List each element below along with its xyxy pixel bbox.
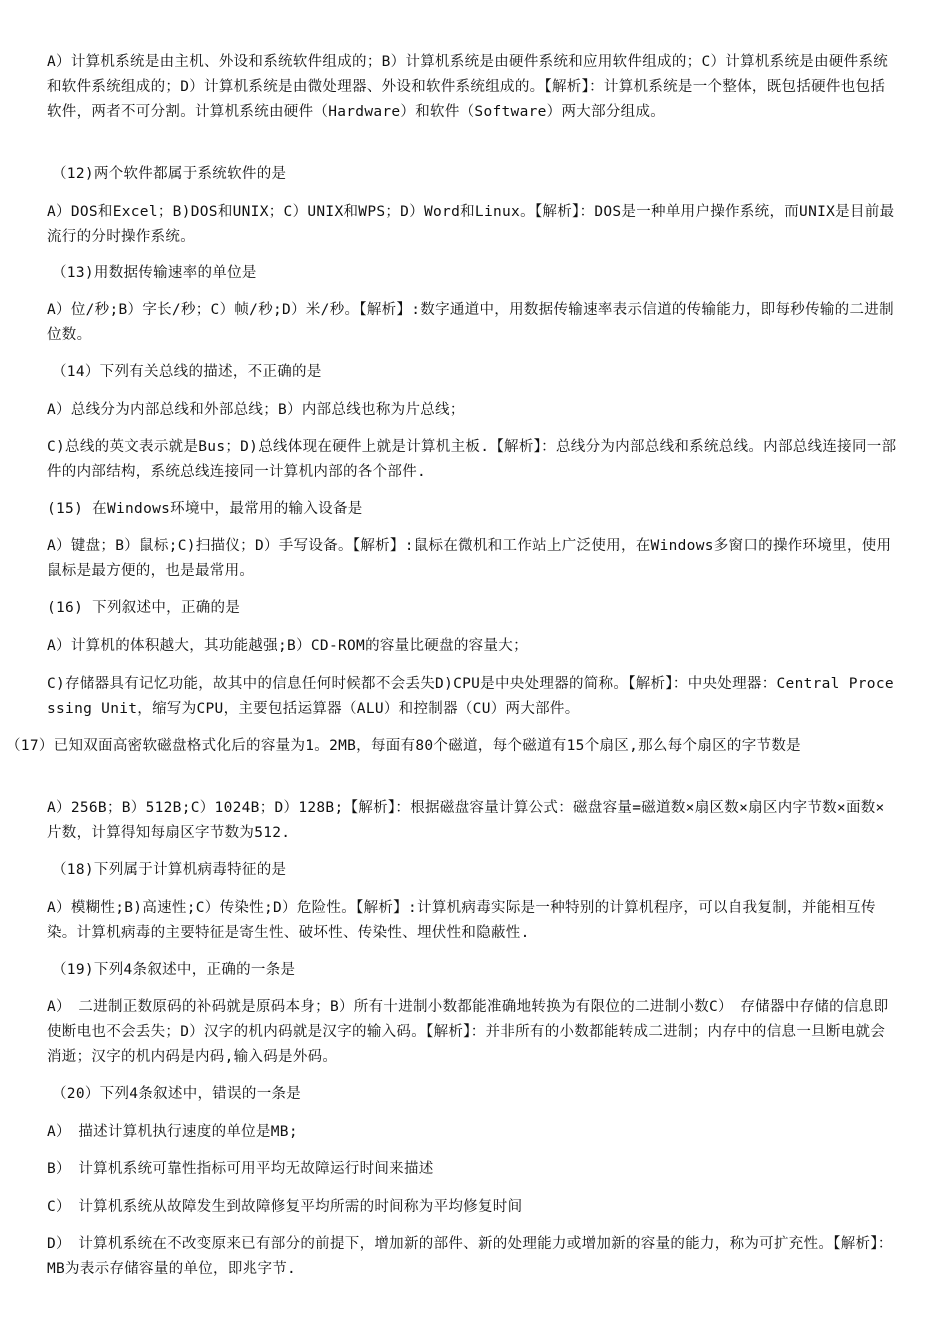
answer-16-part-1: A）计算机的体积越大，其功能越强;B）CD-ROM的容量比硬盘的容量大； (47, 638, 528, 654)
answer-12: A）DOS和Excel；B)DOS和UNIX；C）UNIX和WPS；D）Word和Linux。【解析】：DOS是一种单用户操作系统，而UNIX是目前最流行的分时操作系统。 (47, 204, 895, 245)
answer-20-option-b: B） 计算机系统可靠性指标可用平均无故障运行时间来描述 (47, 1161, 434, 1177)
question-14: （14）下列有关总线的描述，不正确的是 (52, 364, 322, 380)
answer-13: A）位/秒;B）字长/秒；C）帧/秒;D）米/秒。【解析】:数字通道中，用数据传输速率表示信道的传输能力，即每秒传输的二进制位数。 (47, 302, 894, 343)
question-18: （18)下列属于计算机病毒特征的是 (52, 862, 287, 878)
answer-14-part-1: A）总线分为内部总线和外部总线；B）内部总线也称为片总线； (47, 402, 465, 418)
question-20: （20）下列4条叙述中，错误的一条是 (52, 1086, 302, 1102)
answer-16-part-2: C)存储器具有记忆功能，故其中的信息任何时候都不会丢失D)CPU是中央处理器的简称。【解析】：中央处理器：Central Processing Unit，缩写为CPU，主要包括运算器（ALU）和控制器（CU）两大部件。 (47, 676, 894, 717)
question-13: （13)用数据传输速率的单位是 (52, 265, 257, 281)
question-16: (16) 下列叙述中，正确的是 (47, 600, 241, 616)
answer-11: A）计算机系统是由主机、外设和系统软件组成的；B）计算机系统是由硬件系统和应用软件组成的；C）计算机系统是由硬件系统和软件系统组成的；D）计算机系统是由微处理器、外设和软件系统组成的。【解析】：计算机系统是一个整体，既包括硬件也包括软件，两者不可分割。计算机系统由硬件（Hardware）和软件（Software）两大部分组成。 (47, 54, 889, 120)
answer-17: A）256B；B）512B;C）1024B；D）128B;【解析】：根据磁盘容量计算公式：磁盘容量=磁道数×扇区数×扇区内字节数×面数×片数，计算得知每扇区字节数为512. (47, 800, 885, 841)
question-12: （12)两个软件都属于系统软件的是 (52, 166, 287, 182)
answer-14-part-2: C)总线的英文表示就是Bus；D)总线体现在硬件上就是计算机主板.【解析】：总线分为内部总线和系统总线。内部总线连接同一部件的内部结构，系统总线连接同一计算机内部的各个部件. (47, 439, 897, 480)
question-19: （19)下列4条叙述中，正确的一条是 (52, 962, 296, 978)
answer-20-option-a: A） 描述计算机执行速度的单位是MB; (47, 1124, 298, 1140)
question-17: （17）已知双面高密软磁盘格式化后的容量为1。2MB，每面有80个磁道，每个磁道有15个扇区,那么每个扇区的字节数是 (6, 738, 801, 754)
answer-20-option-d: D） 计算机系统在不改变原来已有部分的前提下，增加新的部件、新的处理能力或增加新的容量的能力，称为可扩充性。【解析】：MB为表示存储容量的单位，即兆字节. (47, 1236, 893, 1277)
question-15: (15) 在Windows环境中，最常用的输入设备是 (47, 501, 363, 517)
answer-15: A）键盘；B）鼠标;C)扫描仪；D）手写设备。【解析】:鼠标在微机和工作站上广泛使用，在Windows多窗口的操作环境里，使用鼠标是最方便的，也是最常用。 (47, 538, 892, 579)
answer-19: A） 二进制正数原码的补码就是原码本身；B）所有十进制小数都能准确地转换为有限位的二进制小数C） 存储器中存储的信息即使断电也不会丢失；D）汉字的机内码就是汉字的输入码。【解析】：并非所有的小数都能转成二进制；内存中的信息一旦断电就会消逝；汉字的机内码是内码,输入码是外码。 (47, 999, 889, 1065)
answer-20-option-c: C） 计算机系统从故障发生到故障修复平均所需的时间称为平均修复时间 (47, 1199, 523, 1215)
answer-18: A）模糊性;B)高速性;C）传染性;D）危险性。【解析】:计算机病毒实际是一种特别的计算机程序，可以自我复制，并能相互传染。计算机病毒的主要特征是寄生性、破坏性、传染性、埋伏性和隐蔽性. (47, 900, 876, 941)
